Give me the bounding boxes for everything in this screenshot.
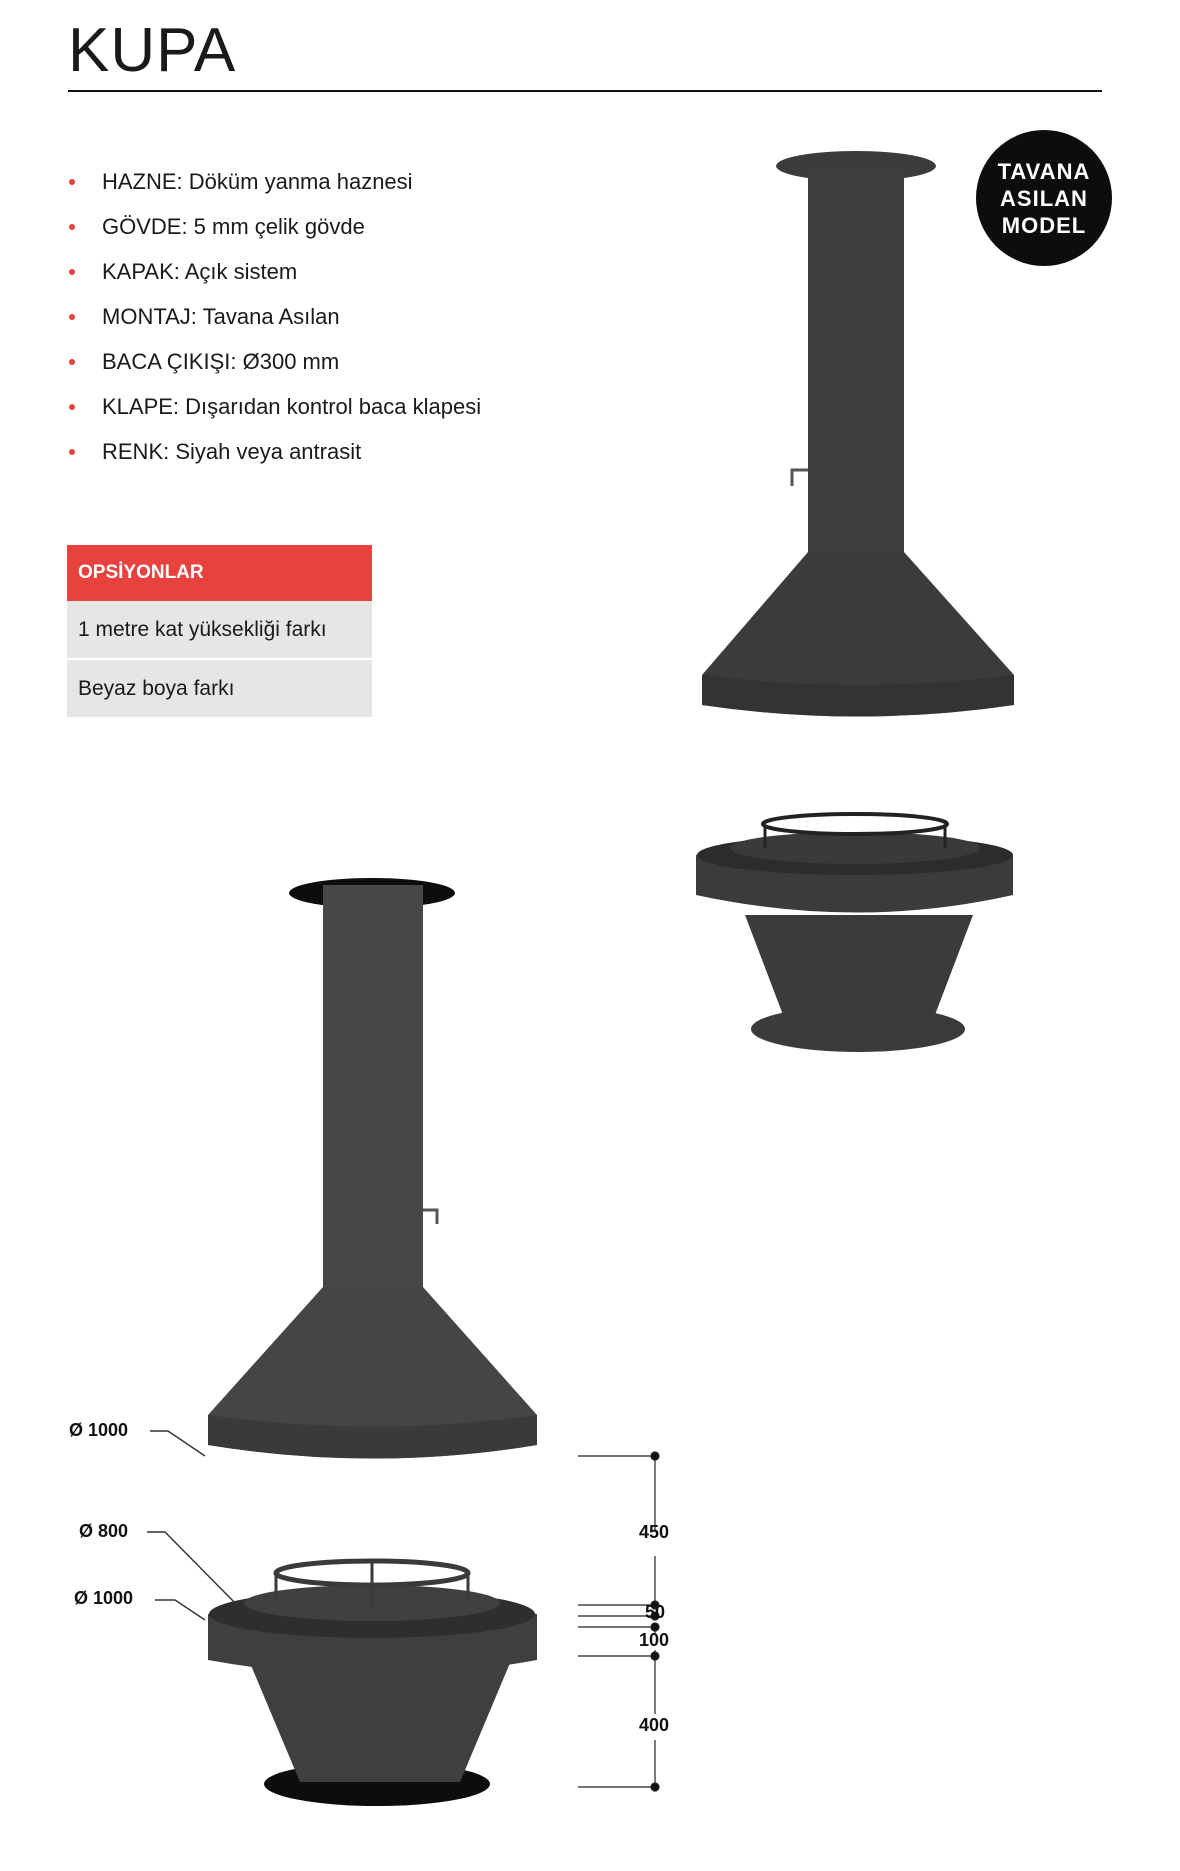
option-row: 1 metre kat yüksekliği farkı <box>67 601 372 660</box>
feature-item: HAZNE: Döküm yanma haznesi <box>68 166 481 211</box>
page-title: KUPA <box>68 16 237 85</box>
feature-item: KLAPE: Dışarıdan kontrol baca klapesi <box>68 391 481 436</box>
base-render-right <box>696 814 1013 1052</box>
badge-line: ASILAN <box>1000 185 1088 211</box>
height-label: 400 <box>639 1715 670 1735</box>
hood-render-left <box>208 878 537 1459</box>
base-diameter-label: Ø 1000 <box>74 1588 134 1608</box>
inner-diameter-label: Ø 800 <box>79 1521 129 1541</box>
height-label: 100 <box>639 1630 670 1650</box>
badge-line: TAVANA <box>997 158 1091 184</box>
height-label: 50 <box>645 1602 666 1622</box>
badge-line: MODEL <box>1001 212 1087 238</box>
hood-render-right <box>702 151 1014 717</box>
diameter-leaders <box>147 1431 240 1620</box>
option-row: Beyaz boya farkı <box>67 660 372 719</box>
height-label: 450 <box>639 1522 670 1542</box>
feature-item: GÖVDE: 5 mm çelik gövde <box>68 211 481 256</box>
feature-item: MONTAJ: Tavana Asılan <box>68 301 481 346</box>
feature-item: KAPAK: Açık sistem <box>68 256 481 301</box>
feature-item: RENK: Siyah veya antrasit <box>68 436 481 481</box>
base-render-left <box>208 1561 537 1806</box>
options-header: OPSİYONLAR <box>67 545 372 601</box>
hood-diameter-label: Ø 1000 <box>69 1420 129 1440</box>
feature-item: BACA ÇIKIŞI: Ø300 mm <box>68 346 481 391</box>
